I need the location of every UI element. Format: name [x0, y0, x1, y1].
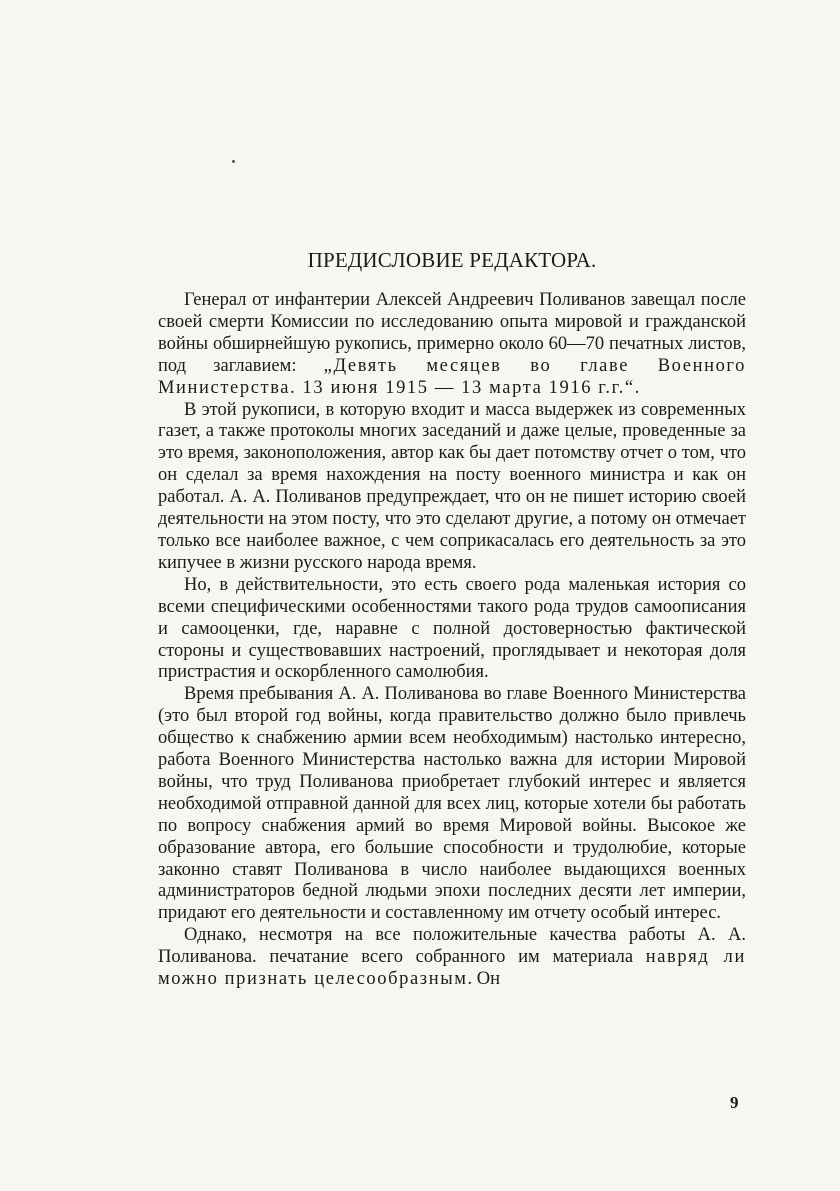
paragraph-1-text: Генерал от инфантерии Алексей Андреевич Поливанов завещал после своей смерти Комиссии по исследованию опыта мировой и гражданской войны обширнейшую рукопись, примерно около 60—70 печатных листов, под заглавием: — [158, 290, 746, 376]
body-text — [158, 290, 746, 991]
print-speck — [232, 160, 235, 163]
page-title: ПРЕДИСЛОВИЕ РЕДАКТОРА. — [307, 248, 597, 272]
paragraph-3: Но, в действительности, это есть своего рода маленькая история со всеми специфическими особенностями такого рода трудов самоописания и самооценки, где, наравне с полной достоверностью фактической стороны и существовавших настроений, проглядывает и некоторая доля пристрастия и оскорбленного самолюбия. — [158, 574, 746, 683]
paragraph-5 — [158, 925, 746, 991]
paragraph-1-end: . — [634, 377, 640, 398]
page-number: 9 — [730, 1093, 739, 1112]
manuscript-title: „Девять месяцев во главе Военного Министерства. 13 июня 1915 — 13 марта 1916 г.г.“ — [158, 355, 747, 398]
paragraph-1 — [158, 290, 746, 400]
paragraph-4: Время пребывания А. А. Поливанова во главе Военного Министерства (это был второй год войны, когда правительство должно было привлечь общество к снабжению армии всем необходимым) настолько интересно, работа Военного Министерства настолько важна для истории Мировой войны, что труд Поливанова приобретает глубокий интерес и является необходимой отправной данной для всех лиц, которые хотели бы работать по вопросу снабжения армий во время Мировой войны. Высокое же образование автора, его большие способности и трудолюбие, которые законно ставят Поливанова в число наиболее выдающихся военных администраторов бедной людьми эпохи последних десяти лет империи, придают его деятельности и составленному им отчету особый интерес. — [158, 684, 746, 924]
paragraph-2: В этой рукописи, в которую входит и масса выдержек из современных газет, а также протоколы многих заседаний и даже целые, проведенные за это время, законоположения, автор как бы дает потомству отчет о том, что он сделал за время нахождения на посту военного министра и как он работал. А. А. Поливанов предупреждает, что он не пишет историю своей деятельности на этом посту, что это сделают другие, а потому он отмечает только все наиболее важное, с чем соприкасалась его деятельность за это кипучее в жизни русского народа время. — [158, 399, 746, 573]
paragraph-5-end: . Он — [467, 969, 501, 990]
emphasized-phrase: навряд ли можно признать целесообразным — [158, 947, 746, 990]
paragraph-5-text: Однако, несмотря на все положительные качества работы А. А. Поливанова. печатание всего собранного им материала — [158, 925, 746, 968]
